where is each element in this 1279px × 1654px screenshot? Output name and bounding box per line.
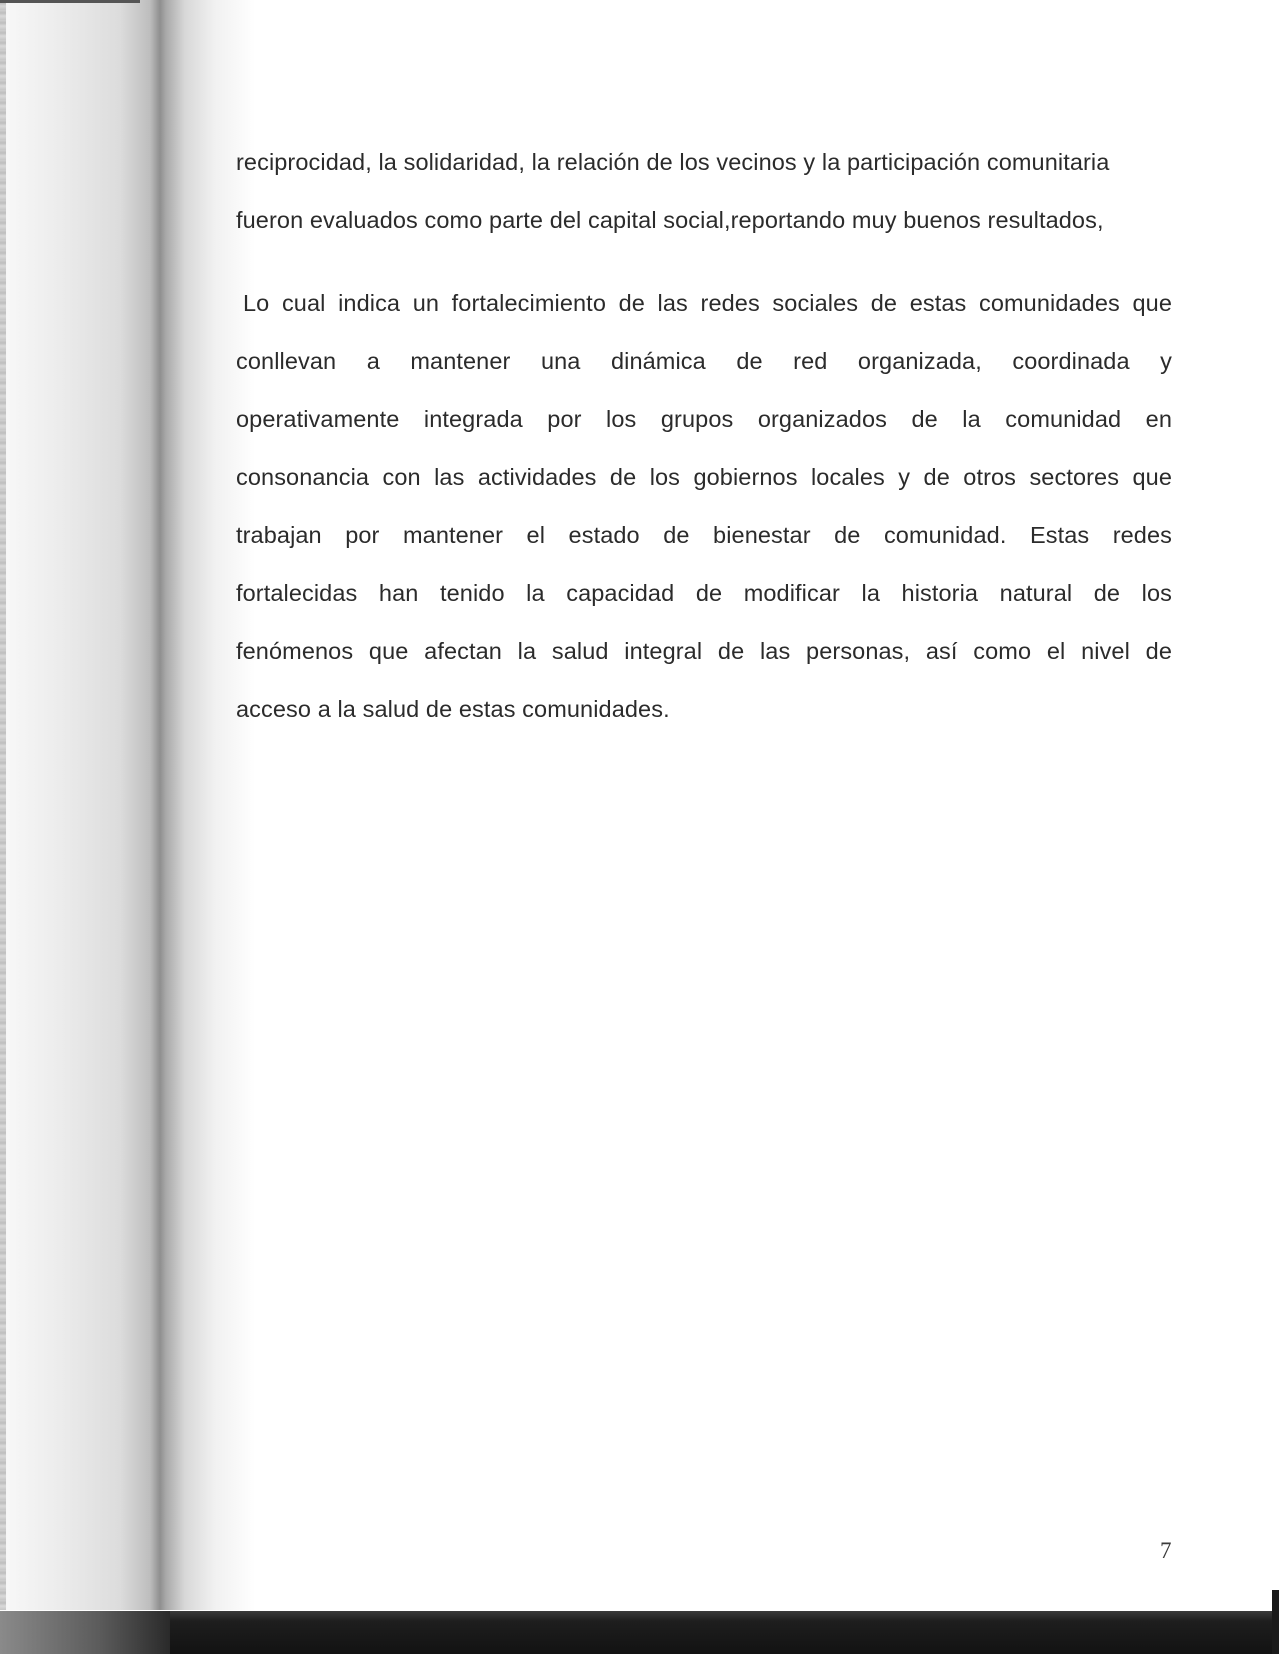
text-line: reciprocidad, la solidaridad, la relación de los vecinos y la participación comunitaria [236, 149, 1110, 175]
text-line: fortalecidas han tenido la capacidad de modificar la historia natural de los [236, 580, 1172, 606]
left-page-edge [0, 0, 6, 1610]
text-line: acceso a la salud de estas comunidades. [236, 696, 670, 722]
text-line: fueron evaluados como parte del capital social,reportando muy buenos resultados, [236, 207, 1104, 233]
paragraph-gap [236, 249, 1172, 274]
body-text [236, 133, 1172, 738]
page-number: 7 [1160, 1538, 1172, 1563]
text-line: operativamente integrada por los grupos organizados de la comunidad en [236, 406, 1172, 432]
text-line: conllevan a mantener una dinámica de red organizada, coordinada y [236, 348, 1172, 374]
text-line: trabajan por mantener el estado de bienestar de comunidad. Estas redes [236, 522, 1172, 548]
scan-bottom-border-fade [0, 1611, 170, 1654]
scan-edge-mark [0, 0, 140, 3]
text-line: fenómenos que afectan la salud integral de las personas, así como el nivel de [236, 638, 1172, 664]
scan-bottom-border [0, 1611, 1279, 1654]
scan-right-corner [1272, 1590, 1279, 1654]
binding-shadow [0, 0, 260, 1610]
text-line: Lo cual indica un fortalecimiento de las redes sociales de estas comunidades que [243, 290, 1172, 316]
text-line: consonancia con las actividades de los gobiernos locales y de otros sectores que [236, 464, 1172, 490]
